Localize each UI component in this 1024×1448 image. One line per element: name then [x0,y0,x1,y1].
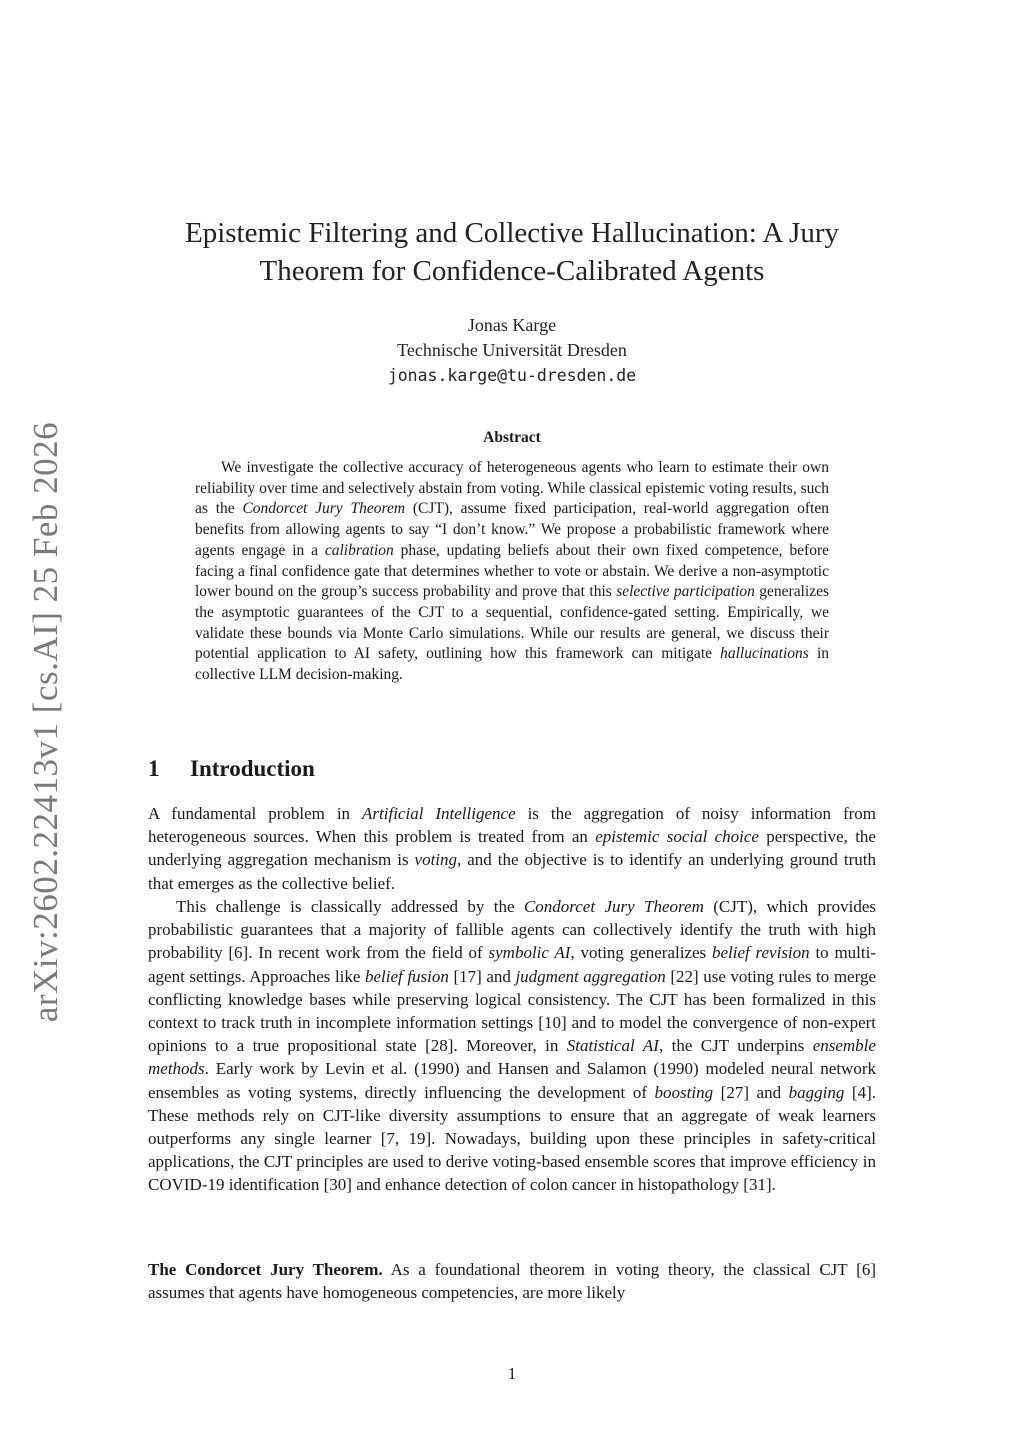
title-line-2: Theorem for Confidence-Calibrated Agents [259,255,765,287]
author-affiliation: Technische Universität Dresden [397,340,627,360]
author-name: Jonas Karge [467,315,557,335]
intro-paragraph-3: The Condorcet Jury Theorem. As a foundational theorem in voting theory, the classical CJT [6] assumes that agents have homogeneous competencies, are more likely [148,1260,876,1303]
title-line-1: Epistemic Filtering and Collective Hallucination: A Jury [184,217,839,249]
section-heading-introduction [148,754,315,784]
intro-paragraph-2: This challenge is classically addressed by the Condorcet Jury Theorem (CJT), which provides probabilistic guarantees that a majority of fallible agents can collectively identify the truth with high probability [6]. In recent work from the field of symbolic AI, voting generalizes belief revision to multi-agent settings. Approaches like belief fusion [17] and judgment aggregation [22] use voting rules to merge conflicting knowledge bases while preserving logical consistency. The CJT has been formalized in this context to track truth in incomplete information settings [10] and to model the convergence of non-expert opinions to a true propositional state [28]. Moreover, in Statistical AI, the CJT underpins ensemble methods. Early work by Levin et al. (1990) and Hansen and Salamon (1990) modeled neural network ensembles as voting systems, directly influencing the development of boosting [27] and bagging [4]. These methods rely on CJT-like diversity assumptions to ensure that an aggregate of weak learners outperforms any single learner [7, 19]. Nowadays, building upon these principles in safety-critical applications, the CJT principles are used to derive voting-based ensemble scores that improve efficiency in COVID-19 identification [30] and enhance detection of colon cancer in histopathology [31]. [148,897,877,1195]
section-title: Introduction [190,756,315,781]
intro-paragraph-1: A fundamental problem in Artificial Intelligence is the aggregation of noisy information from heterogeneous sources. When this problem is treated from an epistemic social choice perspective, the underlying aggregation mechanism is voting, and the objective is to identify an underlying ground truth that emerges as the collective belief. [148,804,876,893]
author-email: jonas.karge@tu-dresden.de [387,366,637,385]
abstract-text: We investigate the collective accuracy of heterogeneous agents who learn to estimate their own reliability over time and selectively abstain from voting. While classical epistemic voting results, such as the Condorcet Jury Theorem (CJT), assume fixed participation, real-world aggregation often benefits from allowing agents to say “I don’t know.” We propose a probabilistic framework where agents engage in a calibration phase, updating beliefs about their own fixed competence, before facing a final confidence gate that determines whether to vote or abstain. We derive a non-asymptotic lower bound on the group’s success probability and prove that this selective participation generalizes the asymptotic guarantees of the CJT to a sequential, confidence-gated setting. Empirically, we validate these bounds via Monte Carlo simulations. While our results are general, we discuss their potential application to AI safety, outlining how this framework can mitigate hallucinations in collective LLM decision-making. [195,459,829,684]
abstract-heading: Abstract [483,429,541,446]
paragraph-lead: The Condorcet Jury Theorem. [148,1260,383,1279]
author-block [148,313,876,388]
arxiv-identifier: arXiv:2602.22413v1 [cs.AI] 25 Feb 2026 [26,421,65,1023]
page-number: 1 [507,1364,517,1383]
paper-title [148,214,876,290]
section-number: 1 [148,756,160,781]
